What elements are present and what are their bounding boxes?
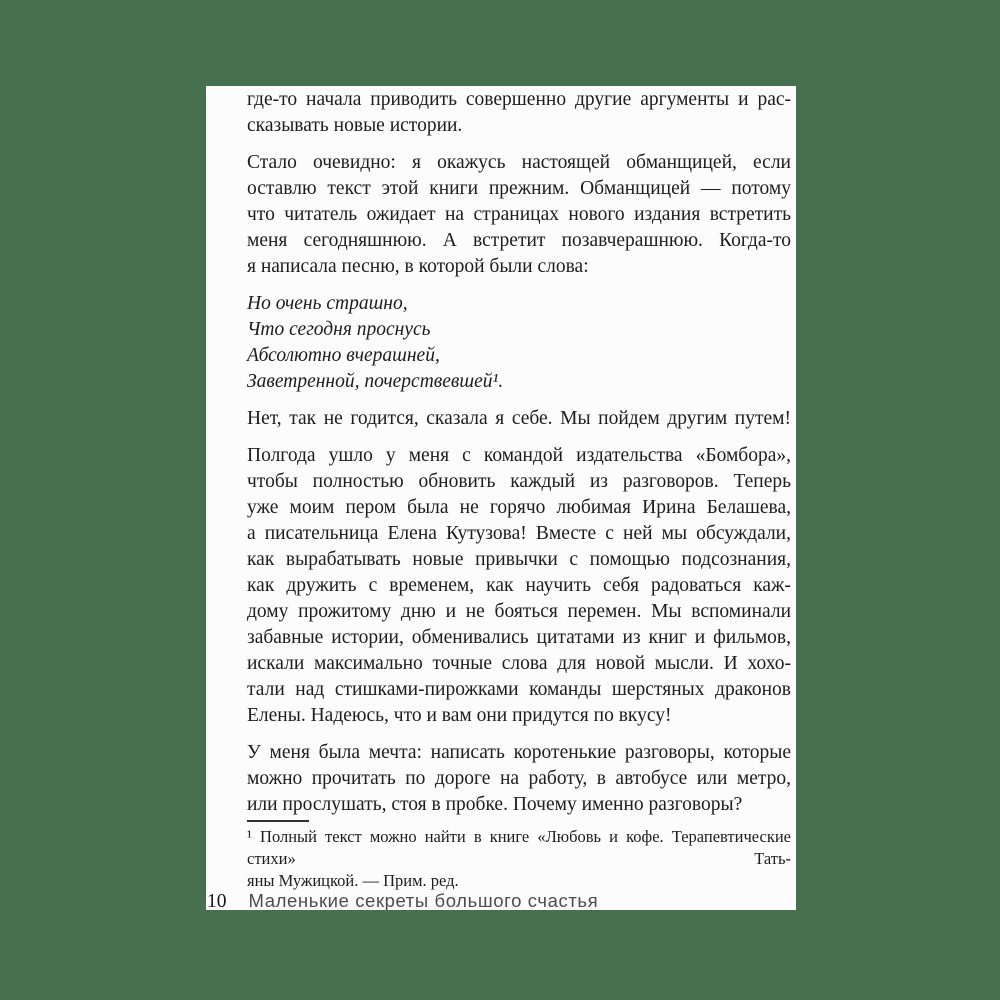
page-footer [207, 890, 791, 910]
footnote [247, 826, 791, 892]
paragraph [247, 87, 791, 139]
text-line: искали максимально точные слова для новой мысли. И хохо- [247, 653, 791, 674]
text-line: оставлю текст этой книги прежним. Обманщицей — потому [247, 178, 791, 199]
text-block [247, 87, 791, 829]
text-line: уже моим пером была не горячо любимая Ирина Белашева, [247, 497, 791, 518]
text-line: где-то начала приводить совершенно другие аргументы и рас- [247, 89, 791, 110]
paragraph [247, 740, 791, 818]
footnote-rule [247, 820, 309, 822]
text-line: я написала песню, в которой были слова: [247, 256, 589, 277]
text-line: Нет, так не годится, сказала я себе. Мы пойдем другим путем! [247, 408, 791, 429]
page-number: 10 [207, 891, 227, 910]
running-title: Маленькие секреты большого счастья [248, 890, 599, 910]
text-line: У меня была мечта: написать коротенькие разговоры, которые [247, 742, 791, 763]
text-line: Заветренной, почерствевшей¹. [247, 371, 504, 392]
text-line: тали над стишками-пирожками команды шерстяных драконов [247, 679, 791, 700]
text-line: Абсолютно вчерашней, [247, 345, 440, 366]
footnote-line: ¹ Полный текст можно найти в книге «Любовь и кофе. Терапевтические стихи» Тать- [247, 827, 791, 868]
text-line: меня сегодняшнюю. А встретит позавчерашнюю. Когда-то [247, 230, 791, 251]
poem-paragraph [247, 291, 791, 395]
text-line: что читатель ожидает на страницах нового издания встретить [247, 204, 791, 225]
text-line: Елены. Надеюсь, что и вам они придутся по вкусу! [247, 705, 672, 726]
text-line: Стало очевидно: я окажусь настоящей обманщицей, если [247, 152, 791, 173]
paragraph [247, 406, 791, 432]
book-page [206, 86, 796, 910]
text-line: Полгода ушло у меня с командой издательства «Бомбора», [247, 445, 791, 466]
text-line: или прослушать, стоя в пробке. Почему именно разговоры? [247, 794, 743, 815]
text-line: как дружить с временем, как научить себя радоваться каж- [247, 575, 791, 596]
text-line: чтобы полностью обновить каждый из разговоров. Теперь [247, 471, 791, 492]
text-line: Но очень страшно, [247, 293, 408, 314]
paragraph [247, 443, 791, 729]
paragraph [247, 150, 791, 280]
text-line: а писательница Елена Кутузова! Вместе с ней мы обсуждали, [247, 523, 791, 544]
footnote-line: яны Мужицкой. — Прим. ред. [247, 871, 459, 890]
text-line: сказывать новые истории. [247, 115, 463, 136]
text-line: можно прочитать по дороге на работу, в автобусе или метро, [247, 768, 791, 789]
text-line: Что сегодня проснусь [247, 319, 431, 340]
text-line: забавные истории, обменивались цитатами из книг и фильмов, [247, 627, 791, 648]
text-line: как вырабатывать новые привычки с помощью подсознания, [247, 549, 791, 570]
text-line: дому прожитому дню и не бояться перемен. Мы вспоминали [247, 601, 791, 622]
